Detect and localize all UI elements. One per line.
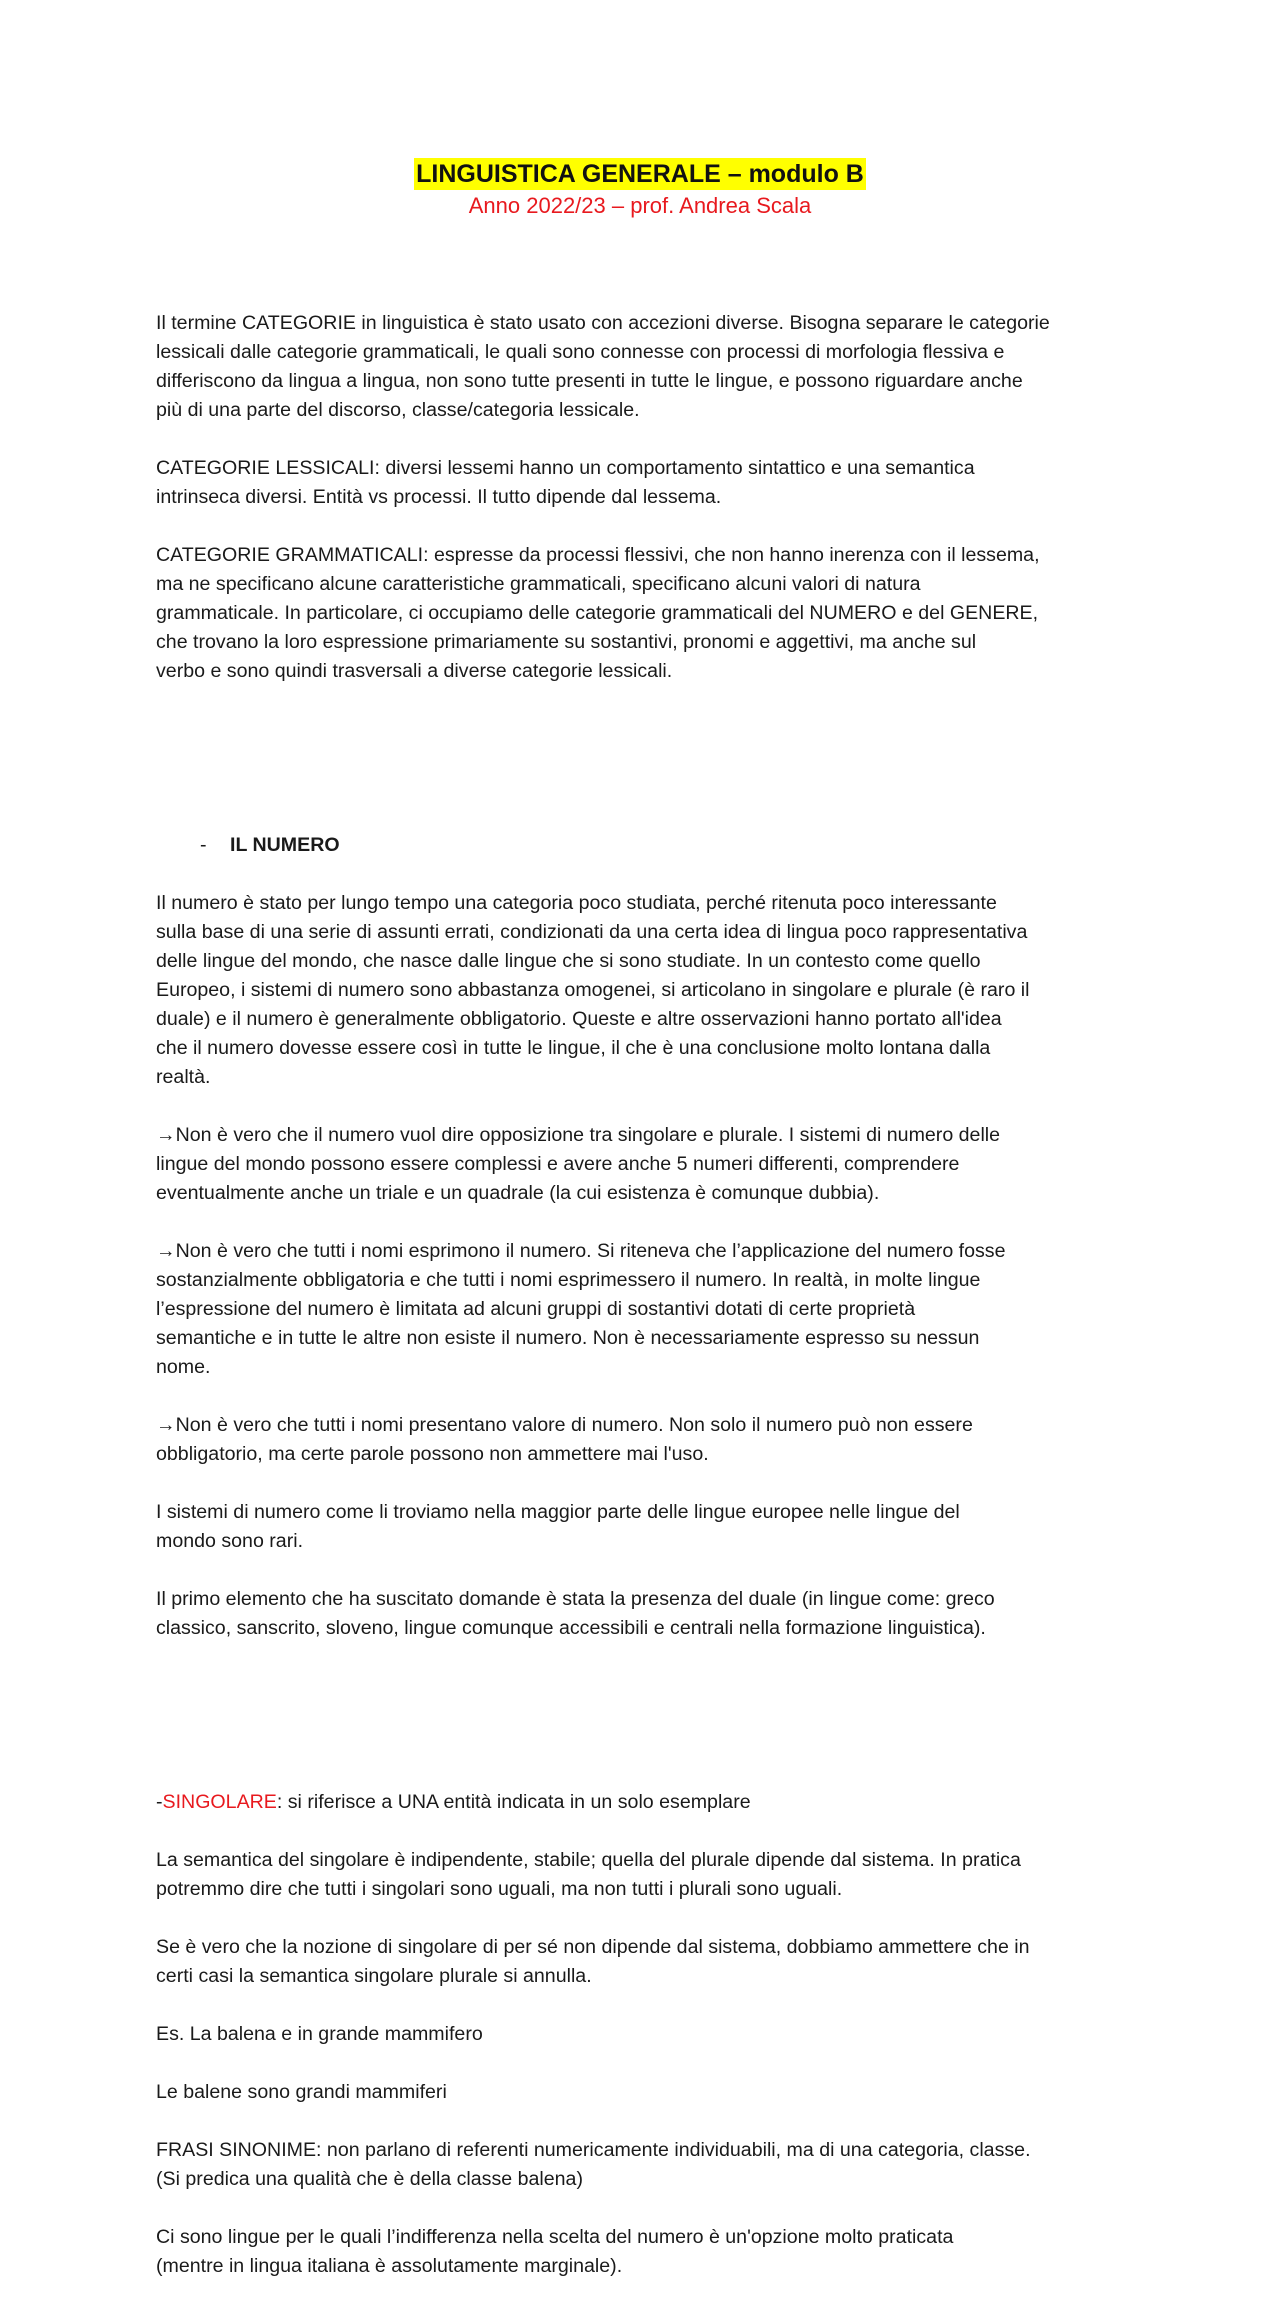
numero-paragraph-3: →Non è vero che tutti i nomi esprimono il numero. Si riteneva che l’applicazione del numero fosse sostanzialmente obbligatoria e che tutti i nomi esprimessero il numero. In realtà, in molte lingue l’espressione del numero è limitata ad alcuni gruppi di sostantivi dotati di certe proprietà semantiche e in tutte le altre non esiste il numero. Non è necessariamente espresso su nessun nome. <box>156 1240 1006 1378</box>
singolare-paragraph-3: FRASI SINONIME: non parlano di referenti numericamente individuabili, ma di una categoria, classe. (Si predica una qualità che è della classe balena) <box>156 2139 1031 2190</box>
numero-paragraph-6: Il primo elemento che ha suscitato domande è stata la presenza del duale (in lingue come: greco classico, sanscrito, sloveno, lingue comunque accessibili e centrali nella formazione linguistica). <box>156 1588 995 1639</box>
singolare-prefix: - <box>156 1791 163 1813</box>
intro-paragraph-1: Il termine CATEGORIE in linguistica è stato usato con accezioni diverse. Bisogna separare le categorie lessicali dalle categorie grammaticali, le quali sono connesse con processi di morfologia flessiva e differiscono da lingua a lingua, non sono tutte presenti in tutte le lingue, e possono riguardare anche più di una parte del discorso, classe/categoria lessicale. <box>156 312 1050 421</box>
document-header <box>0 158 1280 222</box>
blank-line <box>156 1701 1136 1730</box>
numero-paragraph-2: →Non è vero che il numero vuol dire opposizione tra singolare e plurale. I sistemi di numero delle lingue del mondo possono essere complessi e avere anche 5 numeri differenti, comprendere eventualmente anche un triale e un quadrale (la cui esistenza è comunque dubbia). <box>156 1124 1001 1204</box>
document-body <box>156 280 1136 2310</box>
singolare-term: SINGOLARE <box>162 1791 277 1813</box>
intro-paragraph-2: CATEGORIE LESSICALI: diversi lessemi hanno un comportamento sintattico e una semantica intrinseca diversi. Entità vs processi. Il tutto dipende dal lessema. <box>156 457 975 508</box>
singolare-def: : si riferisce a UNA entità indicata in un solo esemplare <box>276 1791 751 1813</box>
example-1: Es. La balena e in grande mammifero <box>156 2023 483 2045</box>
singolare-definition <box>156 1788 1136 1817</box>
list-dash: - <box>200 834 207 856</box>
document-title: LINGUISTICA GENERALE – modulo B <box>416 160 864 188</box>
document-subtitle: Anno 2022/23 – prof. Andrea Scala <box>468 193 812 218</box>
singolare-paragraph-1: La semantica del singolare è indipendente, stabile; quella del plurale dipende dal sistema. In pratica potremmo dire che tutti i singolari sono uguali, ma non tutti i plurali sono uguali. <box>156 1849 1021 1900</box>
numero-paragraph-4: →Non è vero che tutti i nomi presentano valore di numero. Non solo il numero può non essere obbligatorio, ma certe parole possono non ammettere mai l'uso. <box>156 1414 973 1465</box>
numero-paragraph-5: I sistemi di numero come li troviamo nella maggior parte delle lingue europee nelle lingue del mondo sono rari. <box>156 1501 960 1552</box>
intro-paragraph-3: CATEGORIE GRAMMATICALI: espresse da processi flessivi, che non hanno inerenza con il lessema, ma ne specificano alcune caratteristiche grammaticali, specificano alcuni valori di natura grammaticale. In particolare, ci occupiamo delle categorie grammaticali del NUMERO e del GENERE, che trovano la loro espressione primariamente su sostantivi, pronomi e aggettivi, ma anche sul verbo e sono quindi trasversali a diverse categorie lessicali. <box>156 544 1040 682</box>
numero-heading-row <box>156 831 1136 860</box>
numero-heading: IL NUMERO <box>230 834 340 856</box>
blank-line <box>156 744 1136 773</box>
example-2: Le balene sono grandi mammiferi <box>156 2081 447 2103</box>
singolare-paragraph-2: Se è vero che la nozione di singolare di per sé non dipende dal sistema, dobbiamo ammettere che in certi casi la semantica singolare plurale si annulla. <box>156 1936 1030 1987</box>
numero-paragraph-1: Il numero è stato per lungo tempo una categoria poco studiata, perché ritenuta poco interessante sulla base di una serie di assunti errati, condizionati da una certa idea di lingua poco rappresentativa delle lingue del mondo, che nasce dalle lingue che si sono studiate. In un contesto come quello Europeo, i sistemi di numero sono abbastanza omogenei, si articolano in singolare e plurale (è raro il duale) e il numero è generalmente obbligatorio. Queste e altre osservazioni hanno portato all'idea che il numero dovesse essere così in tutte le lingue, il che è una conclusione molto lontana dalla realtà. <box>156 892 1030 1088</box>
singolare-paragraph-4: Ci sono lingue per le quali l’indifferenza nella scelta del numero è un'opzione molto praticata (mentre in lingua italiana è assolutamente marginale). <box>156 2226 954 2277</box>
